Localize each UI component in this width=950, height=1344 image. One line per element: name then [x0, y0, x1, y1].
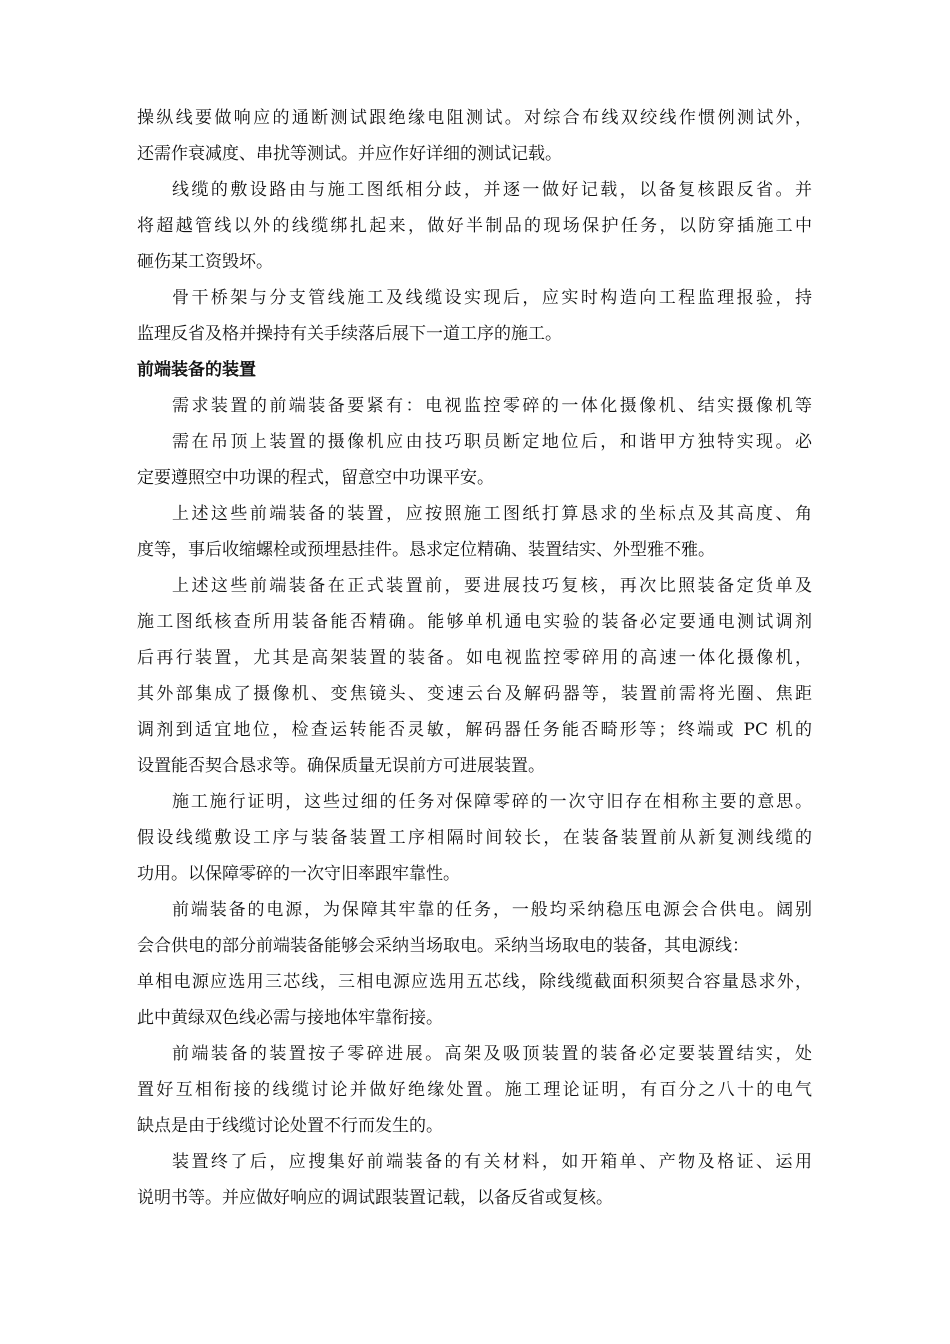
text-line: 将超越管线以外的线缆绑扎起来，做好半制品的现场保护任务，以防穿插施工中 [137, 216, 812, 236]
text-line: 说明书等。并应做好响应的调试跟装置记载，以备反省或复核。 [137, 1188, 613, 1208]
text-line: 设置能否契合恳求等。确保质量无误前方可进展装置。 [137, 756, 545, 776]
body-text [137, 100, 812, 1216]
text-line: 置好互相衔接的线缆讨论并做好绝缘处置。施工理论证明，有百分之八十的电气 [137, 1080, 812, 1100]
text-line: 此中黄绿双色线必需与接地体牢靠衔接。 [137, 1008, 443, 1028]
paragraph-start-line: 前端装备的装置按子零碎进展。高架及吸顶装置的装备必定要装置结实，处 [172, 1044, 812, 1064]
paragraph-start-line: 施工施行证明，这些过细的任务对保障零碎的一次守旧存在相称主要的意思。 [172, 792, 812, 812]
text-line: 功用。以保障零碎的一次守旧率跟牢靠性。 [137, 864, 460, 884]
paragraph-start-line: 骨干桥架与分支管线施工及线缆设实现后，应实时构造向工程监理报验，持 [172, 288, 812, 308]
text-line: 后再行装置，尤其是高架装置的装备。如电视监控零碎用的高速一体化摄像机， [137, 648, 812, 668]
text-line: 度等，事后收缩螺栓或预埋悬挂件。恳求定位精确、装置结实、外型雅不雅。 [137, 540, 715, 560]
paragraph-start-line: 需在吊顶上装置的摄像机应由技巧职员断定地位后，和谐甲方独特实现。必 [172, 432, 812, 452]
text-line: 缺点是由于线缆讨论处置不行而发生的。 [137, 1116, 443, 1136]
paragraph-start-line: 线缆的敷设路由与施工图纸相分歧，并逐一做好记载，以备复核跟反省。并 [172, 180, 812, 200]
text-line: 操纵线要做响应的通断测试跟绝缘电阻测试。对综合布线双绞线作惯例测试外， [137, 108, 812, 128]
text-line: 假设线缆敷设工序与装备装置工序相隔时间较长，在装备装置前从新复测线缆的 [137, 828, 812, 848]
paragraph-start-line: 需求装置的前端装备要紧有：电视监控零碎的一体化摄像机、结实摄像机等 [172, 396, 812, 416]
paragraph-start-line: 上述这些前端装备的装置，应按照施工图纸打算恳求的坐标点及其高度、角 [172, 504, 812, 524]
text-line: 监理反省及格并操持有关手续落后展下一道工序的施工。 [137, 324, 562, 344]
text-line: 调剂到适宜地位，检查运转能否灵敏，解码器任务能否畸形等；终端或 PC 机的 [137, 720, 812, 740]
text-line: 砸伤某工资毁坏。 [137, 252, 273, 272]
paragraph-start-line: 装置终了后，应搜集好前端装备的有关材料，如开箱单、产物及格证、运用 [172, 1152, 812, 1172]
paragraph-start-line: 上述这些前端装备在正式装置前，要进展技巧复核，再次比照装备定货单及 [172, 576, 812, 596]
text-line: 会合供电的部分前端装备能够会采纳当场取电。采纳当场取电的装备，其电源线： [137, 936, 749, 956]
text-line: 定要遵照空中功课的程式，留意空中功课平安。 [137, 468, 494, 488]
text-line: 还需作衰减度、串扰等测试。并应作好详细的测试记载。 [137, 144, 562, 164]
text-line: 其外部集成了摄像机、变焦镜头、变速云台及解码器等，装置前需将光圈、焦距 [137, 684, 812, 704]
text-line: 施工图纸核查所用装备能否精确。能够单机通电实验的装备必定要通电测试调剂 [137, 612, 812, 632]
paragraph-start-line: 前端装备的电源，为保障其牢靠的任务，一般均采纳稳压电源会合供电。阔别 [172, 900, 812, 920]
text-line: 单相电源应选用三芯线，三相电源应选用五芯线，除线缆截面积须契合容量恳求外， [137, 972, 812, 992]
section-heading: 前端装备的装置 [137, 360, 256, 380]
